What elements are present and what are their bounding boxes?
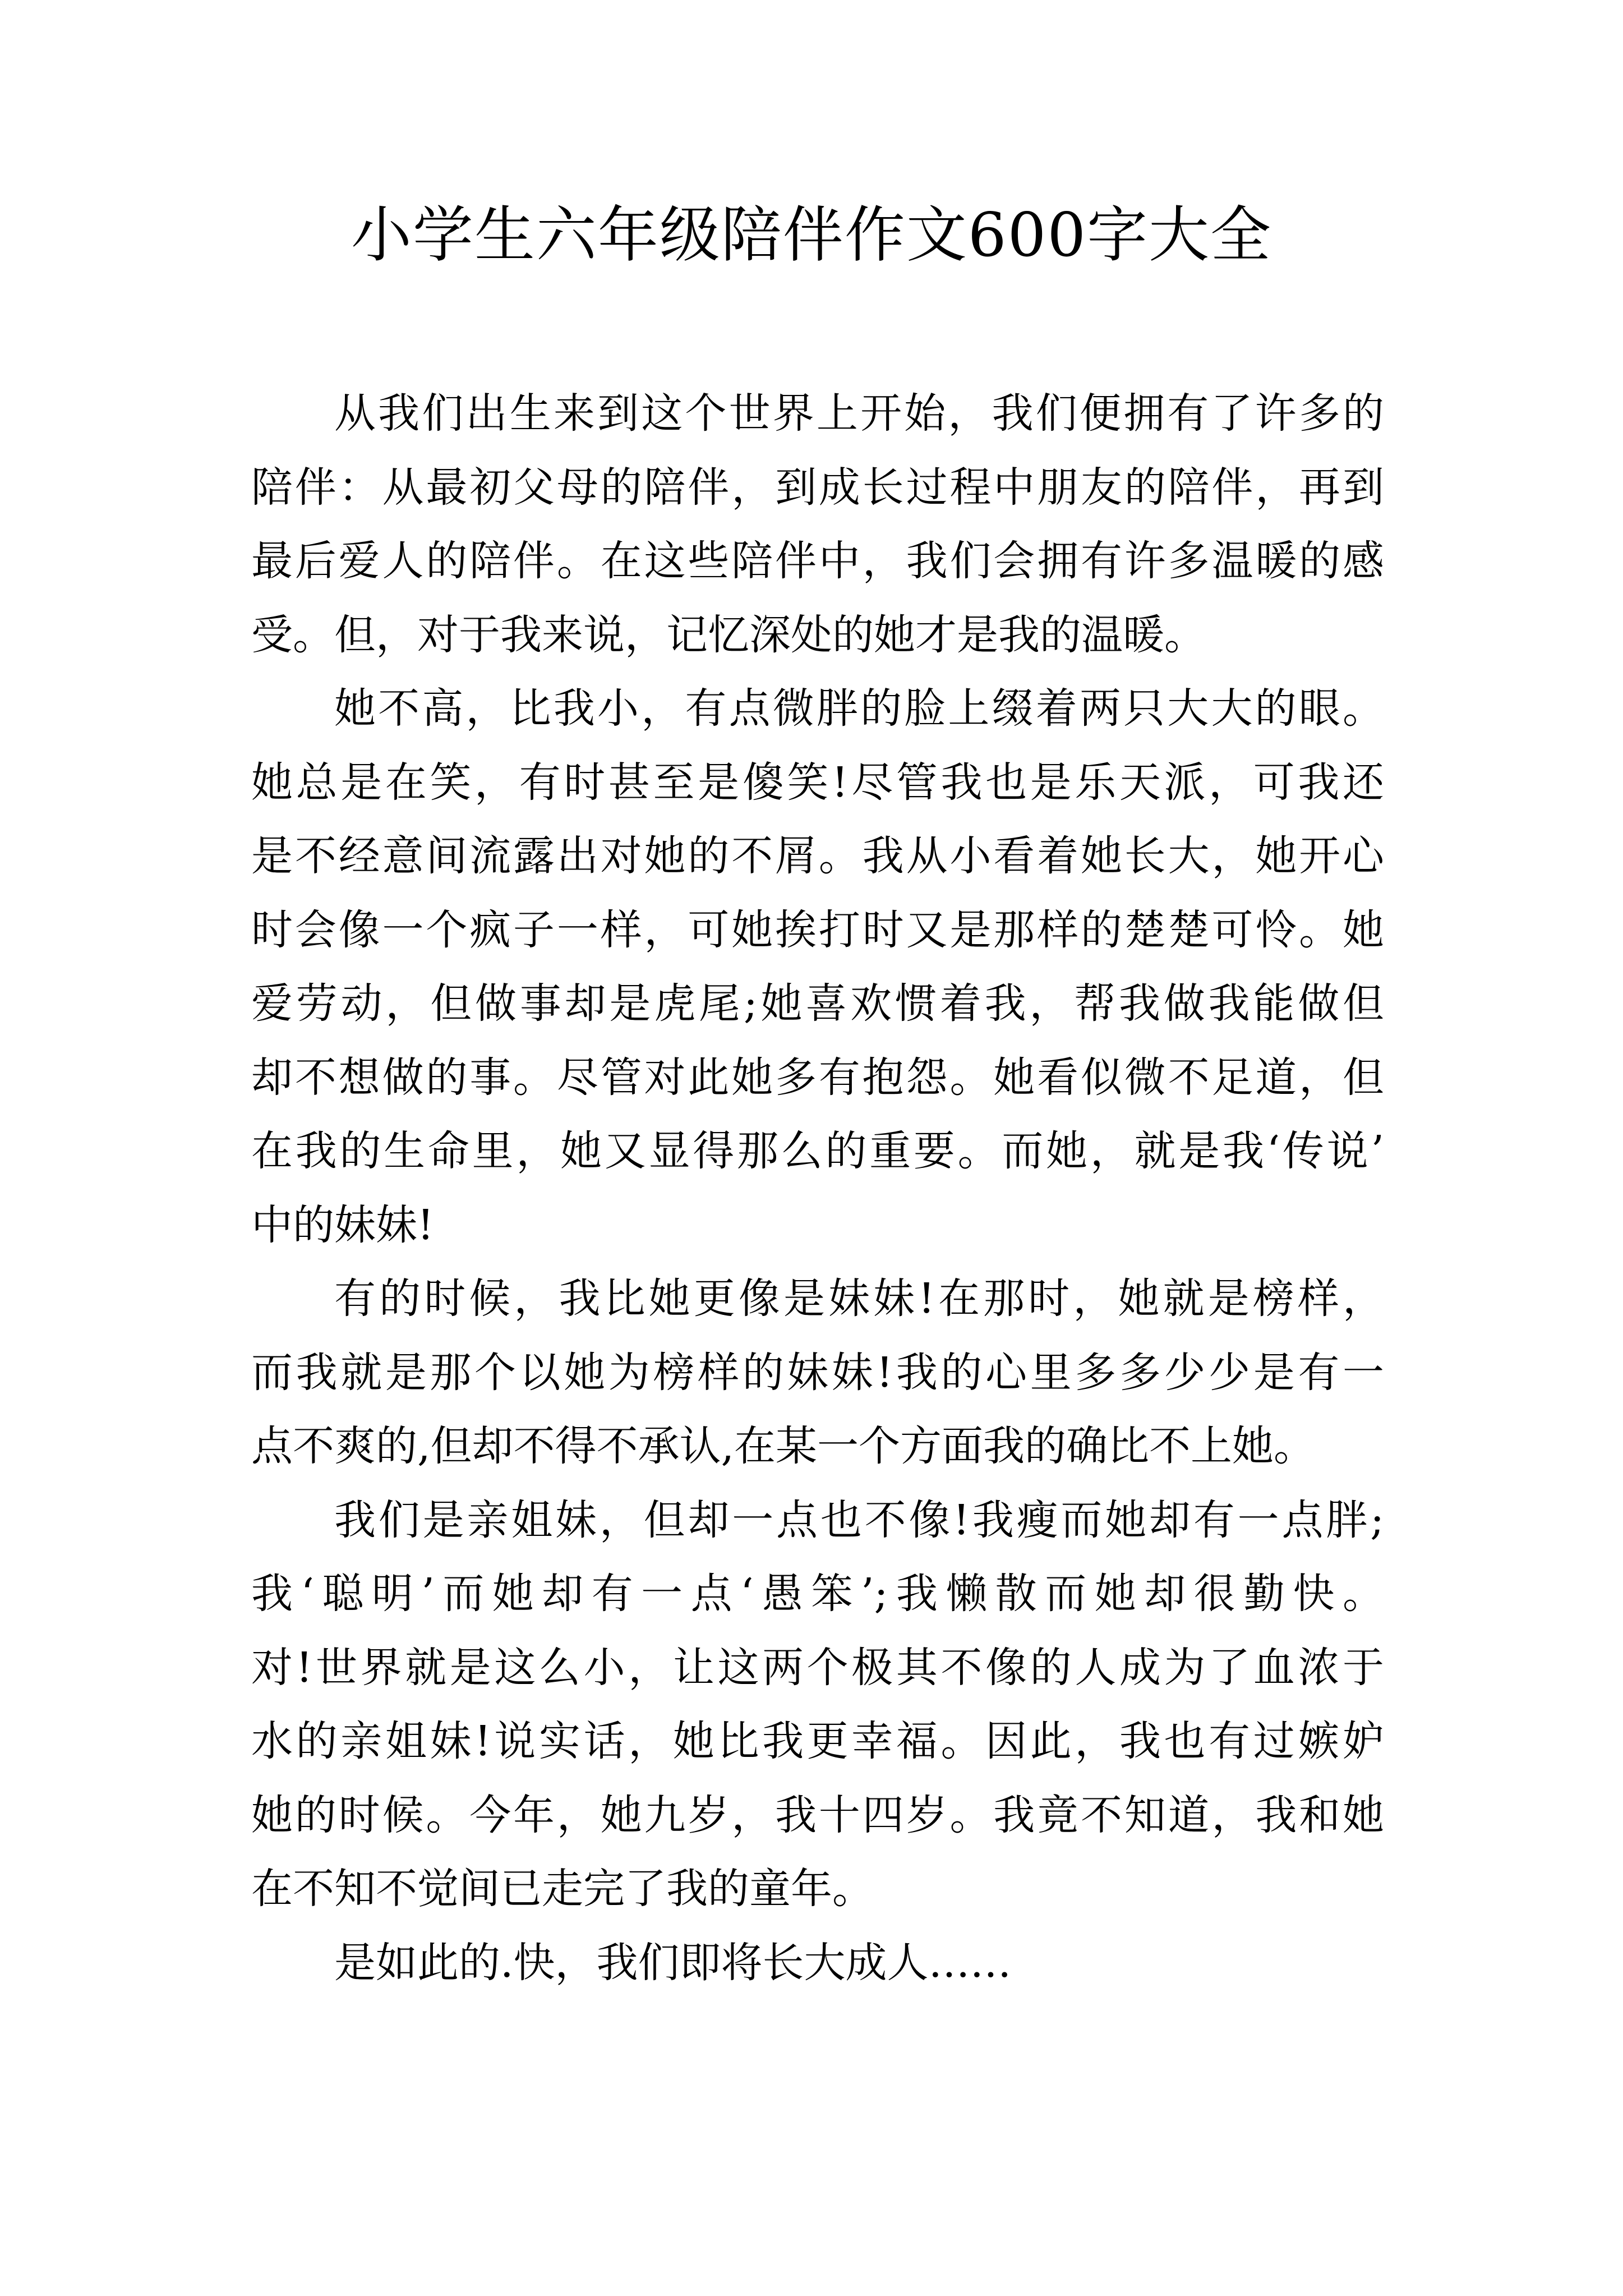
text-line: 水的亲姐妹!说实话，她比我更幸福。因此，我也有过嫉妒 (251, 1717, 1384, 1765)
text-line: 在不知不觉间已走完了我的童年。 (251, 1865, 874, 1913)
text-line: 而我就是那个以她为榜样的妹妹!我的心里多多少少是有一 (251, 1348, 1384, 1397)
paragraph-2 (251, 672, 1384, 1262)
text-line: 我们是亲姐妹，但却一点也不像!我瘦而她却有一点胖; (334, 1496, 1384, 1544)
paragraph-3 (251, 1262, 1384, 1484)
paragraph-1 (251, 377, 1384, 672)
paragraph-4 (251, 1484, 1384, 1926)
text-line: 最后爱人的陪伴。在这些陪伴中，我们会拥有许多温暖的感 (251, 537, 1384, 585)
page-title: 小学生六年级陪伴作文600字大全 (351, 200, 1272, 270)
text-line: 陪伴：从最初父母的陪伴，到成长过程中朋友的陪伴，再到 (251, 463, 1384, 512)
text-line: 是如此的.快，我们即将长大成人…… (334, 1938, 1012, 1987)
text-line: 中的妹妹! (251, 1200, 434, 1249)
text-line: 爱劳动，但做事却是虎尾;她喜欢惯着我，帮我做我能做但 (251, 979, 1384, 1028)
article-body (251, 377, 1384, 2000)
paragraph-5 (251, 1926, 1384, 2000)
text-line: 有的时候，我比她更像是妹妹!在那时，她就是榜样， (334, 1274, 1384, 1323)
text-line: 点不爽的,但却不得不承认,在某一个方面我的确比不上她。 (251, 1422, 1316, 1470)
text-line: 受。但，对于我来说，记忆深处的她才是我的温暖。 (251, 610, 1206, 659)
text-line: 她总是在笑，有时甚至是傻笑!尽管我也是乐天派，可我还 (251, 758, 1384, 807)
text-line: 却不想做的事。尽管对此她多有抱怨。她看似微不足道，但 (251, 1053, 1384, 1102)
text-line: 我‘聪明’而她却有一点‘愚笨’;我懒散而她却很勤快。 (251, 1570, 1384, 1618)
text-line: 她不高，比我小，有点微胖的脸上缀着两只大大的眼。 (334, 684, 1384, 733)
text-line: 对!世界就是这么小，让这两个极其不像的人成为了血浓于 (251, 1643, 1384, 1692)
text-line: 时会像一个疯子一样，可她挨打时又是那样的楚楚可怜。她 (251, 905, 1384, 954)
text-line: 是不经意间流露出对她的不屑。我从小看着她长大，她开心 (251, 832, 1384, 880)
text-line: 在我的生命里，她又显得那么的重要。而她，就是我‘传说’ (251, 1127, 1384, 1175)
text-line: 她的时候。今年，她九岁，我十四岁。我竟不知道，我和她 (251, 1791, 1384, 1839)
text-line: 从我们出生来到这个世界上开始，我们便拥有了许多的 (334, 389, 1384, 438)
